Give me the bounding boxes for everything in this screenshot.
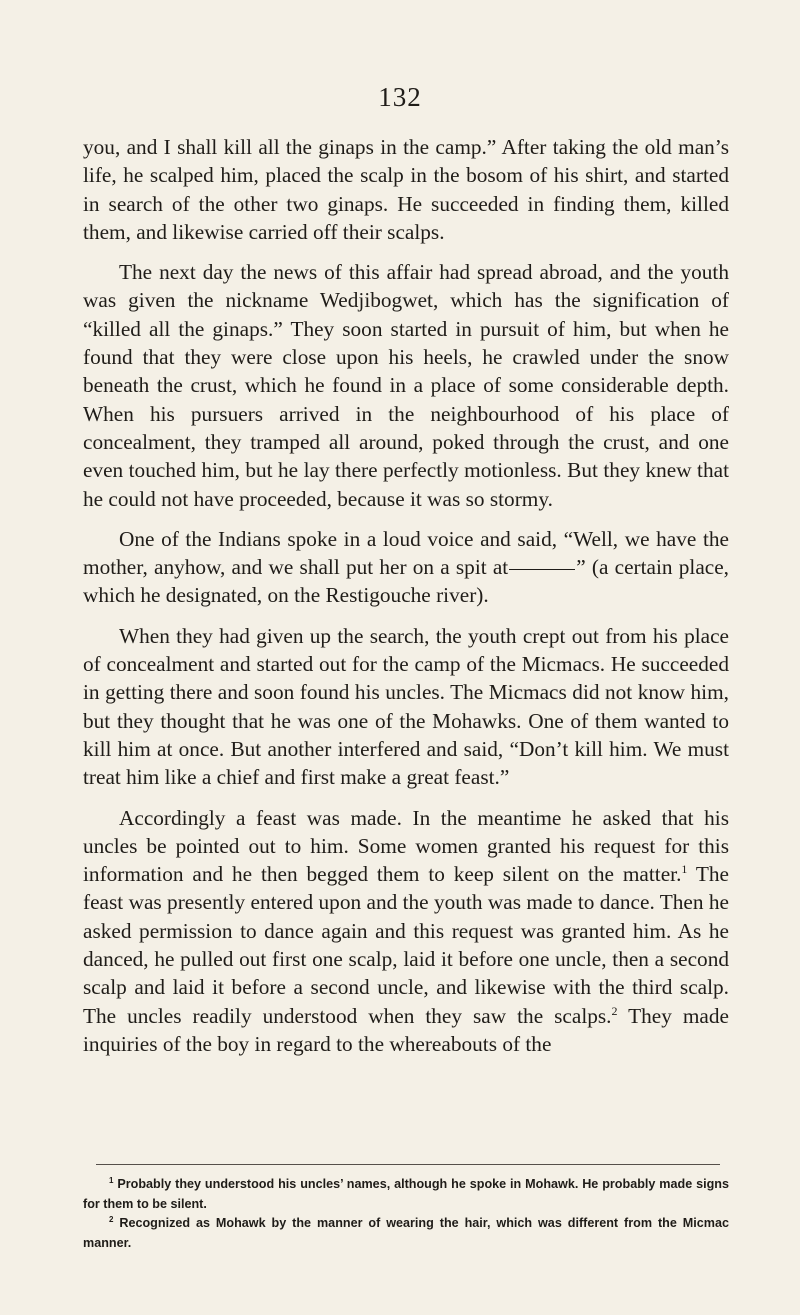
paragraph-5-text-b: The feast was presently entered upon and the youth was made to dance. Then he asked permission to dance again and this request was granted him. As he danced, he pulled out first one scalp, laid it before one uncle, then a second scalp and laid it before a second uncle, and likewise with the third scalp. The uncles readily understood when they saw the scalps. <box>83 862 729 1028</box>
paragraph-5-text-a: Accordingly a feast was made. In the meantime he asked that his uncles be pointed out to him. Some women granted his request for this information and he then begged them to keep silent on the matter. <box>83 805 729 887</box>
paragraph-3 <box>83 525 729 610</box>
paragraph-4: When they had given up the search, the youth crept out from his place of concealment and started out for the camp of the Micmacs. He succeeded in getting there and soon found his uncles. The Micmacs did not know him, but they thought that he was one of the Mohawks. One of them wanted to kill him at once. But another interfered and said, “Don’t kill him. We must treat him like a chief and first make a great feast.” <box>83 623 729 790</box>
footnote-text-1: Probably they understood his uncles’ names, although he spoke in Mohawk. He probably made signs for them to be silent. <box>83 1177 729 1211</box>
page-number: 132 <box>378 82 422 112</box>
footnote-divider <box>96 1164 720 1165</box>
paragraph-2: The next day the news of this affair had spread abroad, and the youth was given the nickname Wedjibogwet, which has the signification of “killed all the ginaps.” They soon started in pursuit of him, but when he found that they were close upon his heels, he crawled under the snow beneath the crust, which he found in a place of some considerable depth. When his pursuers arrived in the neighbourhood of his place of concealment, they tramped all around, poked through the crust, and one even touched him, but he lay there perfectly motionless. But they knew that he could not have proceeded, because it was so stormy. <box>83 260 729 511</box>
footnote-text-2: Recognized as Mohawk by the manner of wearing the hair, which was different from the Micmac manner. <box>83 1216 729 1250</box>
footnote-ref-1[interactable]: 1 <box>681 862 688 877</box>
footnote-ref-2[interactable]: 2 <box>611 1003 618 1018</box>
paragraph-3-text-b: ” (a certain place, which he designated, on the Restigouche river). <box>83 555 729 608</box>
footnote-marker-2: 2 <box>109 1214 114 1224</box>
paragraph-5 <box>83 804 729 1059</box>
paragraph-5-text-c: They made inquiries of the boy in regard to the whereabouts of the <box>83 1003 729 1056</box>
footnote-marker-1: 1 <box>109 1175 114 1185</box>
footnote-1 <box>83 1175 729 1214</box>
footnotes <box>83 1175 729 1253</box>
blank-dash <box>509 569 575 570</box>
paragraph-3-text-a: One of the Indians spoke in a loud voice and said, “Well, we have the mother, anyhow, and we shall put her on a spit at <box>83 526 729 580</box>
paragraph-1: you, and I shall kill all the ginaps in the camp.” After taking the old man’s life, he scalped him, placed the scalp in the bosom of his shirt, and started in search of the other two ginaps. He succeeded in finding them, killed them, and likewise carried off their scalps. <box>83 135 729 244</box>
footnote-2 <box>83 1214 729 1253</box>
body-text <box>83 133 729 1070</box>
